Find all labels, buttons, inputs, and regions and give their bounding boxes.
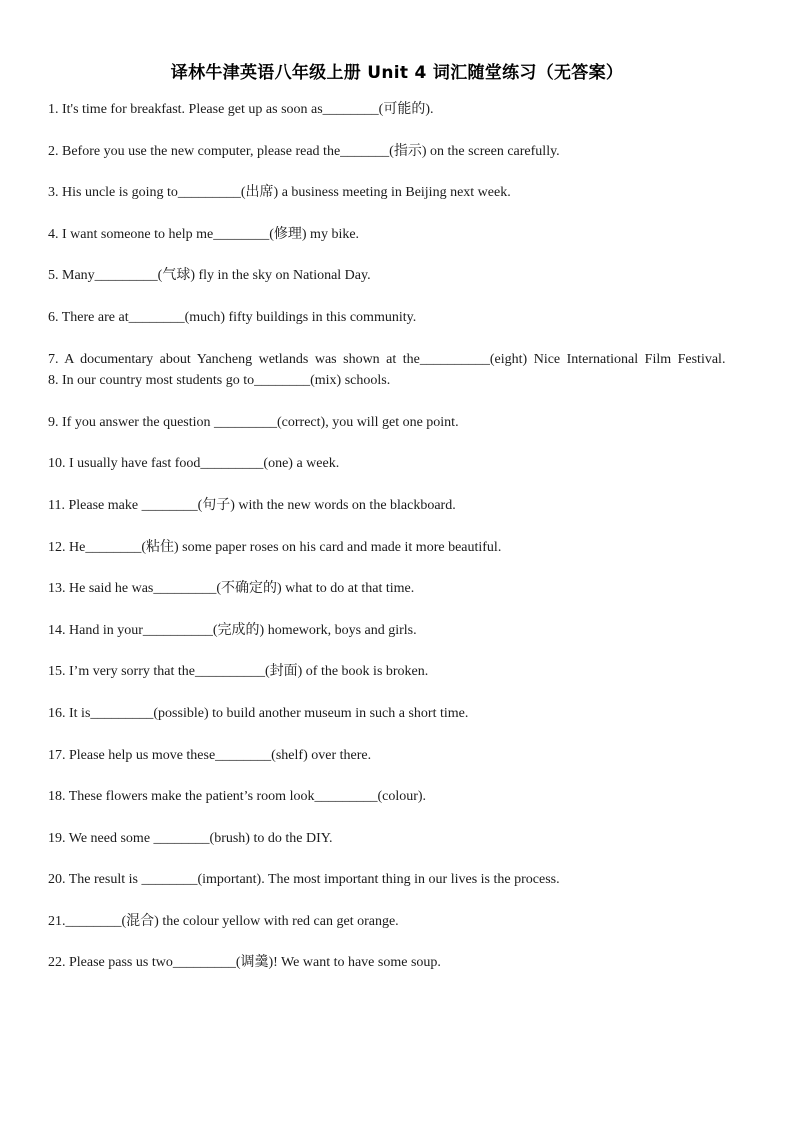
- question-text: 19. We need some ________(brush) to do the DIY.: [48, 830, 333, 846]
- question-text: 11. Please make ________(句子) with the new words on the blackboard.: [48, 497, 456, 513]
- question-item: [48, 142, 746, 184]
- question-text: 13. He said he was_________(不确定的) what to do at that time.: [48, 581, 415, 597]
- question-text: 8. In our country most students go to________(mix) schools.: [48, 373, 391, 389]
- question-text: 10. I usually have fast food_________(one) a week.: [48, 456, 340, 472]
- question-text: 3. His uncle is going to_________(出席) a business meeting in Beijing next week.: [48, 185, 511, 201]
- question-text: 5. Many_________(气球) fly in the sky on National Day.: [48, 268, 371, 284]
- question-item: [48, 413, 746, 455]
- question-item: [48, 662, 746, 704]
- question-text: 17. Please help us move these________(shelf) over there.: [48, 747, 372, 763]
- question-item: [48, 704, 746, 746]
- question-item: [48, 746, 746, 788]
- question-list: [48, 100, 746, 995]
- question-item: [48, 225, 746, 267]
- question-text: 14. Hand in your__________(完成的) homework, boys and girls.: [48, 622, 417, 638]
- question-item: [48, 953, 746, 995]
- question-text: 1. It's time for breakfast. Please get up as soon as________(可能的).: [48, 102, 434, 117]
- question-text: 4. I want someone to help me________(修理) my bike.: [48, 226, 360, 242]
- question-text: 16. It is_________(possible) to build another museum in such a short time.: [48, 705, 469, 721]
- question-item: [48, 912, 746, 954]
- question-text: 12. He________(粘住) some paper roses on his card and made it more beautiful.: [48, 539, 502, 555]
- question-item: [48, 100, 746, 142]
- question-item: [48, 621, 746, 663]
- question-text: 2. Before you use the new computer, please read the_______(指示) on the screen carefully.: [48, 143, 560, 159]
- question-item: [48, 454, 746, 496]
- question-text: 7. A documentary about Yancheng wetlands was shown at the__________(eight) Nice International Film Festival.: [48, 351, 726, 367]
- question-item: [48, 829, 746, 871]
- question-text: 18. These flowers make the patient’s room look_________(colour).: [48, 789, 427, 805]
- question-item: [48, 266, 746, 308]
- question-item: [48, 787, 746, 829]
- question-text: 6. There are at________(much) fifty buildings in this community.: [48, 309, 417, 325]
- question-text: 20. The result is ________(important). The most important thing in our lives is the process.: [48, 872, 560, 888]
- question-text: 22. Please pass us two_________(调羹)! We want to have some soup.: [48, 955, 441, 971]
- question-text: 21.________(混合) the colour yellow with red can get orange.: [48, 913, 399, 929]
- question-text: 15. I’m very sorry that the__________(封面) of the book is broken.: [48, 664, 429, 680]
- question-item: [48, 870, 746, 912]
- question-item: [48, 538, 746, 580]
- question-text: 9. If you answer the question _________(correct), you will get one point.: [48, 414, 459, 430]
- worksheet-title: 译林牛津英语八年级上册 Unit 4 词汇随堂练习（无答案）: [170, 63, 624, 83]
- question-item: [48, 496, 746, 538]
- question-item: [48, 579, 746, 621]
- question-item: [48, 183, 746, 225]
